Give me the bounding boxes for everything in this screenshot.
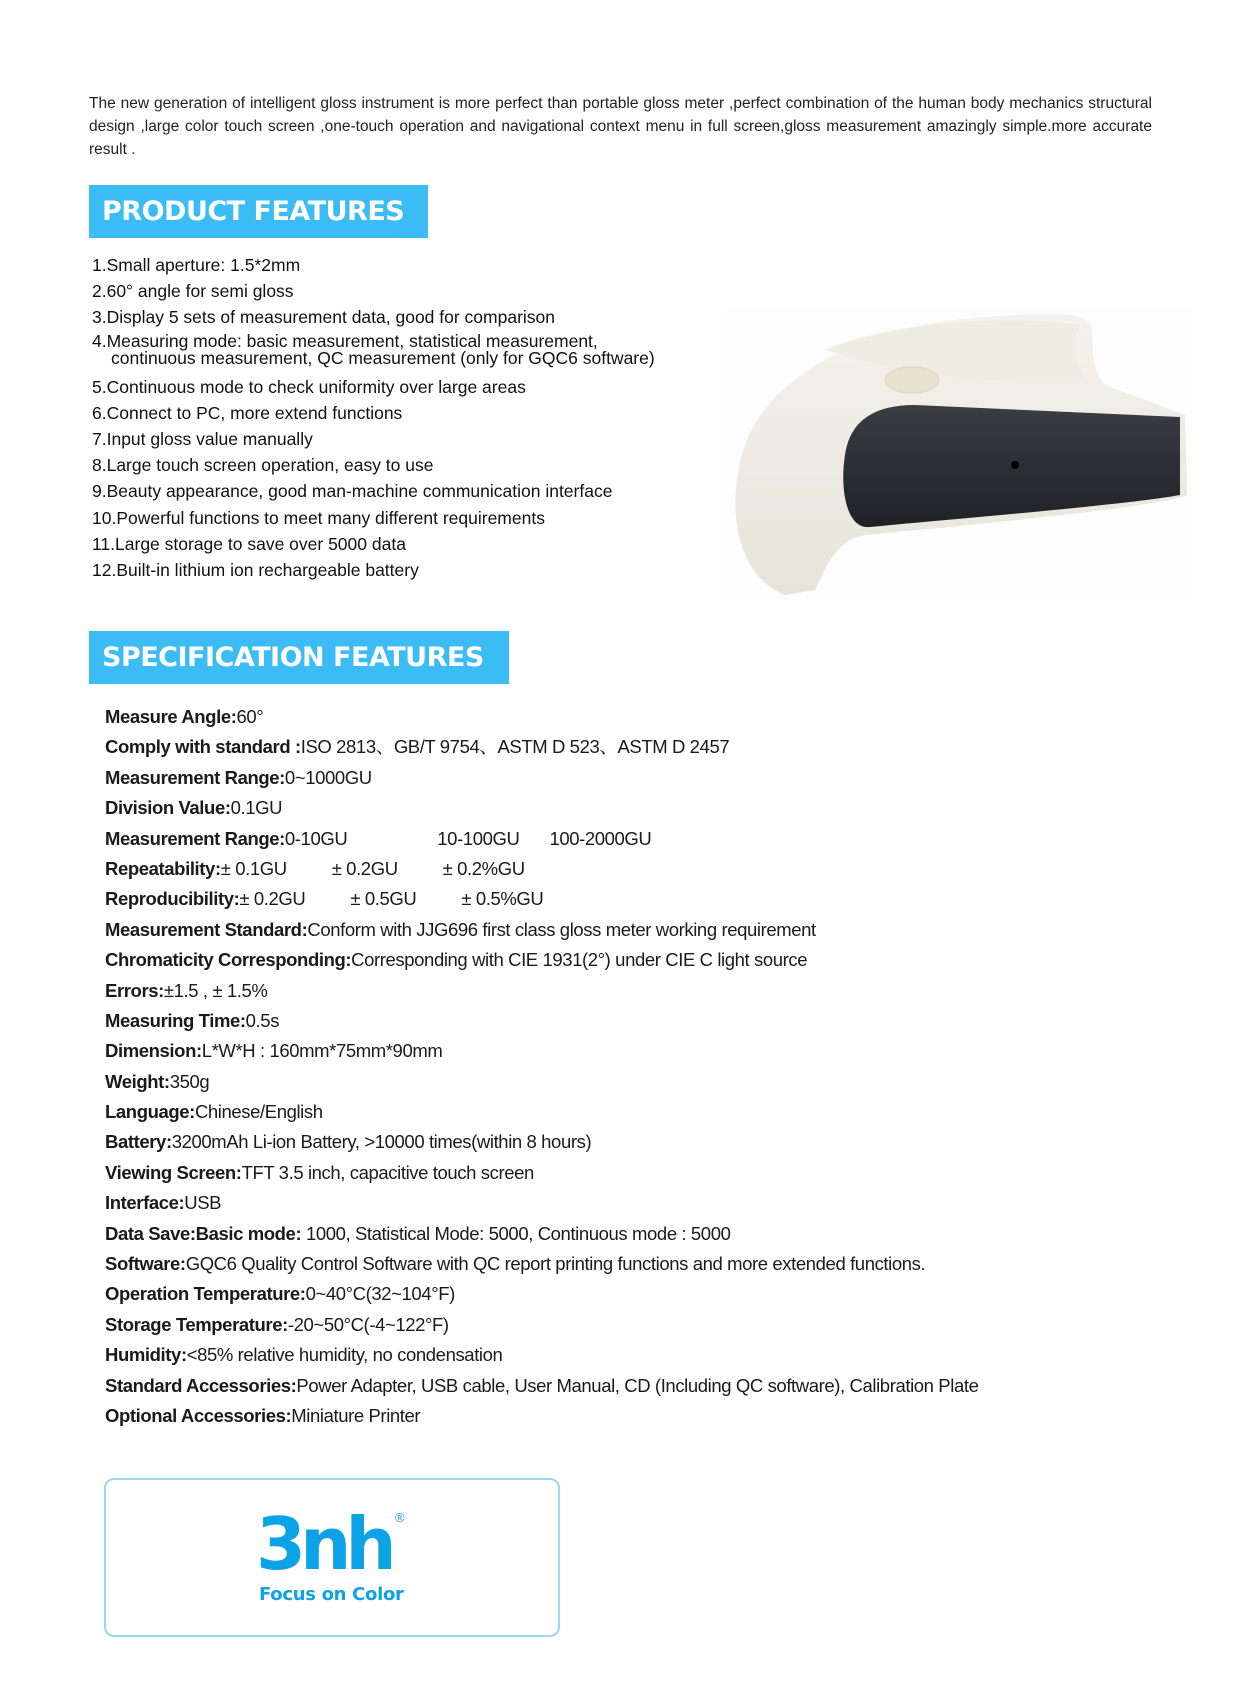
spec-row xyxy=(105,1007,978,1037)
spec-value: TFT 3.5 inch, capacitive touch screen xyxy=(241,1161,534,1183)
spec-label: Humidity: xyxy=(105,1344,187,1366)
spec-row xyxy=(105,733,978,763)
spec-row xyxy=(105,1372,978,1402)
spec-label: Reproducibility: xyxy=(105,888,240,910)
spec-value: ±1.5 , ± 1.5% xyxy=(163,979,268,1001)
spec-row xyxy=(105,885,978,915)
feature-item: 11.Large storage to save over 5000 data xyxy=(92,533,406,554)
spec-label: Measurement Range: xyxy=(105,827,285,849)
spec-value: GQC6 Quality Control Software with QC report printing functions and more extended functions. xyxy=(185,1253,926,1275)
spec-label: Storage Temperature: xyxy=(105,1313,288,1335)
spec-value: ± 0.2GU xyxy=(239,888,306,910)
feature-item: 2.60° angle for semi gloss xyxy=(92,281,294,302)
spec-label: Chromaticity Corresponding: xyxy=(105,949,352,971)
intro-paragraph: The new generation of intelligent gloss instrument is more perfect than portable gloss meter ,perfect combination of the human body mechanics structural design ,large color touch screen ,one-touch operation and navigational context menu in full screen,gloss measurement amazingly simple.more accurate result . xyxy=(89,95,1152,158)
spec-label: Viewing Screen: xyxy=(105,1161,242,1183)
spec-value: 350g xyxy=(169,1070,210,1092)
spec-value: ± 0.1GU xyxy=(220,857,287,879)
spec-value: 60° xyxy=(236,706,264,727)
spec-value: Miniature Printer xyxy=(291,1404,421,1426)
spec-value: L*W*H : 160mm*75mm*90mm xyxy=(201,1040,443,1062)
spec-row xyxy=(105,1311,978,1341)
spec-value: ± 0.2GU xyxy=(331,857,398,879)
feature-item: 5.Continuous mode to check uniformity over large areas xyxy=(92,376,526,397)
spec-row xyxy=(105,1280,978,1310)
product-features-list xyxy=(92,254,655,585)
brand-logo: 3nh xyxy=(256,1502,391,1586)
spec-value: 0-10GU xyxy=(284,827,348,849)
spec-label: Language: xyxy=(105,1101,195,1123)
spec-value: Chinese/English xyxy=(194,1101,323,1123)
spec-row xyxy=(105,1159,978,1189)
spec-value: ± 0.5GU xyxy=(350,888,417,910)
spec-value: 1000, Statistical Mode: 5000, Continuous mode : 5000 xyxy=(301,1222,731,1244)
brand-tagline: Focus on Color xyxy=(259,1584,404,1605)
spec-row xyxy=(105,764,978,794)
spec-label: Dimension: xyxy=(105,1040,202,1062)
spec-row xyxy=(105,1341,978,1371)
spec-row xyxy=(105,1402,978,1432)
feature-text: 4.Measuring mode: basic measurement, statistical measurement, xyxy=(92,330,598,351)
spec-value: 3200mAh Li-ion Battery, >10000 times(within 8 hours) xyxy=(171,1131,592,1153)
spec-label: Software: xyxy=(105,1253,186,1275)
spec-label: Interface: xyxy=(105,1192,185,1214)
spec-label: Measuring Time: xyxy=(105,1009,246,1031)
spec-value: -20~50°C(-4~122°F) xyxy=(287,1313,449,1335)
feature-item: 10.Powerful functions to meet many different requirements xyxy=(92,507,545,528)
spec-label: Errors: xyxy=(105,979,164,1001)
spec-value: 0.1GU xyxy=(230,797,283,819)
spec-label: Weight: xyxy=(105,1070,170,1092)
spec-row xyxy=(105,977,978,1007)
spec-label: Division Value: xyxy=(105,797,231,819)
feature-item: 8.Large touch screen operation, easy to use xyxy=(92,455,434,476)
spec-label: Measurement Range: xyxy=(105,766,285,788)
spec-value: 10-100GU xyxy=(437,827,520,849)
spec-row xyxy=(105,1037,978,1067)
spec-value: 0~40°C(32~104°F) xyxy=(305,1283,455,1305)
feature-item: 3.Display 5 sets of measurement data, good for comparison xyxy=(92,307,556,328)
spec-label: Operation Temperature: xyxy=(105,1283,306,1305)
spec-row xyxy=(105,1128,978,1158)
spec-value: Conform with JJG696 first class gloss meter working requirement xyxy=(307,918,816,940)
spec-row xyxy=(105,1068,978,1098)
feature-item: 1.Small aperture: 1.5*2mm xyxy=(92,255,301,275)
spec-value: Power Adapter, USB cable, User Manual, CD (Including QC software), Calibration Plate xyxy=(296,1374,979,1396)
spec-value: Corresponding with CIE 1931(2°) under CIE C light source xyxy=(351,949,808,971)
spec-label: Measure Angle: xyxy=(105,706,237,727)
spec-row xyxy=(105,916,978,946)
feature-item: 7.Input gloss value manually xyxy=(92,428,313,449)
spec-value: ± 0.2%GU xyxy=(442,857,525,879)
spec-row xyxy=(105,794,978,824)
spec-label: Measurement Standard: xyxy=(105,918,308,940)
spec-value: ± 0.5%GU xyxy=(461,888,544,910)
spec-row xyxy=(105,1220,978,1250)
spec-label: Standard Accessories: xyxy=(105,1374,297,1396)
spec-value: 100-2000GU xyxy=(549,827,652,849)
spec-label: Repeatability: xyxy=(105,857,221,879)
spec-value: 0~1000GU xyxy=(284,766,372,788)
spec-label: Optional Accessories: xyxy=(105,1404,292,1426)
feature-item xyxy=(92,330,655,376)
spec-value: 0.5s xyxy=(245,1009,280,1031)
spec-row xyxy=(105,1098,978,1128)
specification-features-heading: SPECIFICATION FEATURES xyxy=(89,631,509,684)
spec-row xyxy=(105,1189,978,1219)
spec-value: ISO 2813、GB/T 9754、ASTM D 523、ASTM D 2457 xyxy=(300,736,730,758)
product-features-heading: PRODUCT FEATURES xyxy=(89,185,428,238)
feature-text-continued: continuous measurement, QC measurement (only for GQC6 software) xyxy=(111,347,655,368)
spec-label: Comply with standard : xyxy=(105,736,301,758)
feature-item: 12.Built-in lithium ion rechargeable battery xyxy=(92,559,419,580)
specification-list xyxy=(105,703,978,1432)
spec-row xyxy=(105,855,978,885)
spec-label: Battery: xyxy=(105,1131,172,1153)
brand-logo-box xyxy=(104,1478,560,1637)
spec-row xyxy=(105,825,978,855)
spec-label: Data Save:Basic mode: xyxy=(105,1222,302,1244)
gloss-meter-product-image xyxy=(725,305,1192,604)
spec-row xyxy=(105,703,978,733)
registered-mark: ® xyxy=(395,1510,405,1525)
spec-value: <85% relative humidity, no condensation xyxy=(186,1344,503,1366)
spec-row xyxy=(105,1250,978,1280)
feature-item: 9.Beauty appearance, good man-machine communication interface xyxy=(92,481,613,502)
spec-value: USB xyxy=(184,1192,222,1214)
feature-item: 6.Connect to PC, more extend functions xyxy=(92,402,403,423)
spec-row xyxy=(105,946,978,976)
